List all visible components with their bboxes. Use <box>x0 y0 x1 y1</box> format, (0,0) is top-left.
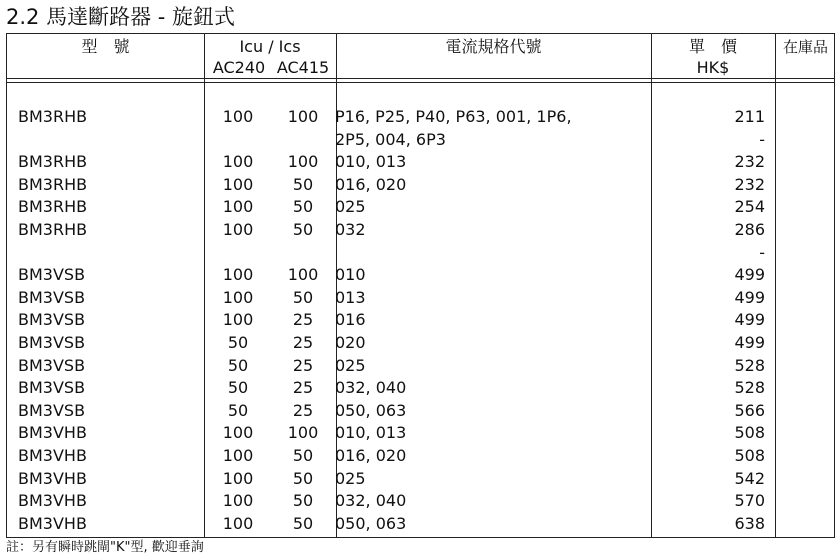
row-spec-code: 032, 040 <box>335 378 407 398</box>
row-price: 570 <box>734 491 765 511</box>
row-spec-code: 016, 020 <box>335 446 407 465</box>
column-divider <box>651 34 652 537</box>
row-model: BM3RHB <box>18 174 88 194</box>
row-price: 499 <box>734 310 765 330</box>
row-icu: 100 <box>222 174 254 194</box>
header-in-stock: 在庫品 <box>782 38 828 56</box>
row-price: 508 <box>734 423 765 443</box>
row-price: 528 <box>734 355 765 375</box>
row-icu: 100 <box>222 491 254 511</box>
row-model: BM3VSB <box>18 333 86 352</box>
row-model: BM3VSB <box>18 287 86 307</box>
row-ics: 100 <box>287 423 319 443</box>
row-price: 499 <box>734 287 765 307</box>
row-model: BM3VHB <box>18 513 87 533</box>
row-price: - <box>759 129 765 149</box>
row-price: 211 <box>734 107 765 126</box>
header-rule <box>7 78 834 79</box>
row-icu: 100 <box>222 107 254 126</box>
row-model: BM3VSB <box>18 400 86 420</box>
row-ics: 50 <box>292 468 314 488</box>
row-ics: 100 <box>287 107 319 126</box>
row-ics: 100 <box>287 152 319 172</box>
row-spec-code: P16, P25, P40, P63, 001, 1P6, <box>335 107 572 126</box>
row-spec-code: 025 <box>335 468 366 488</box>
row-model: BM3VHB <box>18 468 87 488</box>
row-price: 286 <box>734 220 765 239</box>
row-model: BM3VHB <box>18 446 87 465</box>
row-model: BM3VHB <box>18 491 87 511</box>
row-ics: 25 <box>292 355 314 375</box>
page-title: 2.2 馬達斷路器 - 旋鈕式 <box>6 5 235 29</box>
row-icu: 50 <box>227 355 249 375</box>
row-icu: 100 <box>222 152 254 172</box>
row-price: 499 <box>734 265 765 285</box>
row-icu: 100 <box>222 287 254 307</box>
row-icu: 50 <box>227 400 249 420</box>
row-spec-code: 010, 013 <box>335 152 407 172</box>
header-rule <box>7 82 834 83</box>
row-ics: 50 <box>292 446 314 465</box>
row-ics: 25 <box>292 378 314 398</box>
row-price: 566 <box>734 400 765 420</box>
row-spec-code: 010 <box>335 265 366 285</box>
header-ac240: AC240 <box>212 58 266 77</box>
row-model: BM3RHB <box>18 220 88 239</box>
row-ics: 25 <box>292 400 314 420</box>
row-spec-code: 032, 040 <box>335 491 407 511</box>
header-icu-ics: Icu / Ics <box>239 37 301 56</box>
row-price: 499 <box>734 333 765 352</box>
row-model: BM3RHB <box>18 107 88 126</box>
row-price: 254 <box>734 197 765 217</box>
row-spec-code: 032 <box>335 220 366 239</box>
row-spec-code: 025 <box>335 355 366 375</box>
header-unit-price: 單 價 <box>688 37 737 56</box>
row-model: BM3RHB <box>18 152 88 172</box>
row-ics: 50 <box>292 220 314 239</box>
row-spec-code: 2P5, 004, 6P3 <box>335 129 446 149</box>
row-ics: 100 <box>287 265 319 285</box>
row-model: BM3VSB <box>18 265 86 285</box>
header-currency: HK$ <box>696 58 730 77</box>
row-model: BM3VSB <box>18 378 86 398</box>
row-spec-code: 016, 020 <box>335 174 407 194</box>
row-spec-code: 050, 063 <box>335 400 407 420</box>
row-icu: 100 <box>222 220 254 239</box>
row-icu: 100 <box>222 513 254 533</box>
row-spec-code: 020 <box>335 333 366 352</box>
row-icu: 100 <box>222 423 254 443</box>
row-spec-code: 016 <box>335 310 366 330</box>
row-icu: 100 <box>222 446 254 465</box>
header-model: 型 號 <box>81 37 130 56</box>
row-spec-code: 025 <box>335 197 366 217</box>
row-ics: 50 <box>292 287 314 307</box>
row-model: BM3VSB <box>18 355 86 375</box>
column-divider <box>204 34 205 537</box>
row-icu: 50 <box>227 378 249 398</box>
row-ics: 50 <box>292 491 314 511</box>
row-price: - <box>759 242 765 262</box>
row-spec-code: 010, 013 <box>335 423 407 443</box>
row-ics: 25 <box>292 310 314 330</box>
row-icu: 50 <box>227 333 249 352</box>
header-spec-code: 電流規格代號 <box>445 37 542 56</box>
row-icu: 100 <box>222 310 254 330</box>
row-ics: 50 <box>292 174 314 194</box>
row-price: 232 <box>734 174 765 194</box>
row-ics: 25 <box>292 333 314 352</box>
row-model: BM3VHB <box>18 423 87 443</box>
row-icu: 100 <box>222 265 254 285</box>
row-icu: 100 <box>222 197 254 217</box>
row-ics: 50 <box>292 513 314 533</box>
row-price: 232 <box>734 152 765 172</box>
footnote: 註：另有瞬時跳閘"K"型, 歡迎垂詢 <box>6 540 204 555</box>
header-ac415: AC415 <box>276 58 330 77</box>
row-spec-code: 013 <box>335 287 366 307</box>
row-model: BM3VSB <box>18 310 86 330</box>
row-ics: 50 <box>292 197 314 217</box>
price-table <box>6 33 835 538</box>
column-divider <box>775 34 776 537</box>
row-model: BM3RHB <box>18 197 88 217</box>
row-spec-code: 050, 063 <box>335 513 407 533</box>
row-price: 542 <box>734 468 765 488</box>
row-price: 638 <box>734 513 765 533</box>
row-price: 508 <box>734 446 765 465</box>
row-icu: 100 <box>222 468 254 488</box>
row-price: 528 <box>734 378 765 398</box>
